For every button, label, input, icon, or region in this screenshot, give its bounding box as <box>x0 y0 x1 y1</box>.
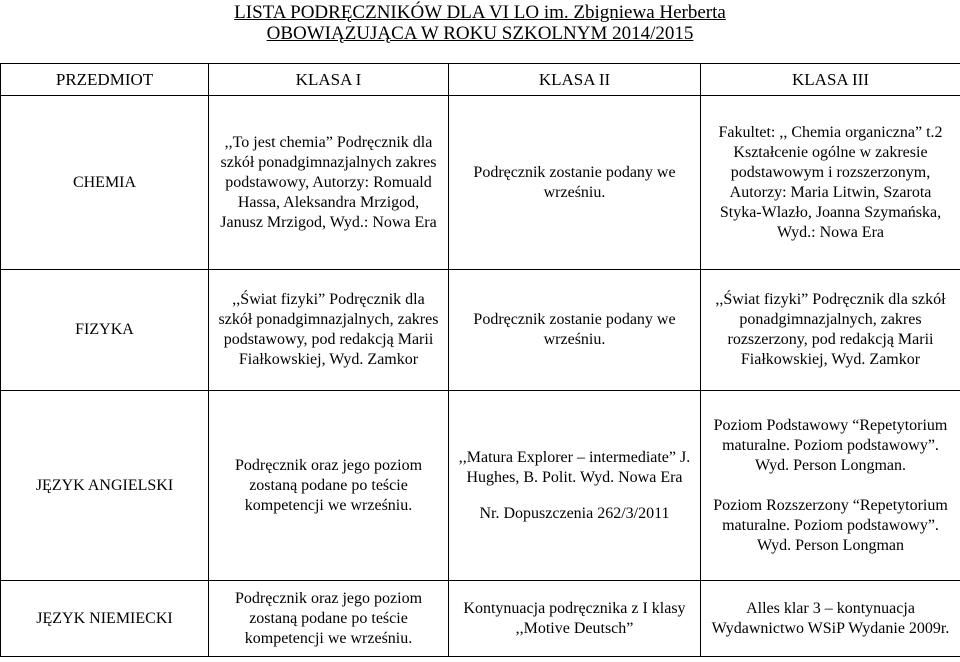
subject-cell: JĘZYK NIEMIECKI <box>1 581 209 657</box>
table-row <box>1 581 960 657</box>
klasa2-cell <box>449 391 701 581</box>
klasa2-book: ,,Matura Explorer – intermediate” J. Hughes, B. Polit. Wyd. Nowa Era <box>458 448 691 486</box>
list-subtitle <box>0 23 960 45</box>
klasa3-extended-level: Poziom Rozszerzony “Repetytorium maturalne. Poziom podstawowy”. Wyd. Person Longman <box>713 496 948 554</box>
klasa3-basic-level: Poziom Podstawowy “Repetytorium maturalne. Poziom podstawowy”. Wyd. Person Longman. <box>713 416 948 474</box>
klasa2-cell: Podręcznik zostanie podany we wrześniu. <box>449 96 701 270</box>
klasa3-cell: Alles klar 3 – kontynuacja Wydawnictwo WSiP Wydanie 2009r. <box>701 581 960 657</box>
subject-cell: JĘZYK ANGIELSKI <box>1 391 209 581</box>
col-header-klasa-1: KLASA I <box>209 64 449 96</box>
klasa1-cell: ,,Świat fizyki” Podręcznik dla szkół ponadgimnazjalnych, zakres podstawowy, pod redakcją Marii Fiałkowskiej, Wyd. Zamkor <box>209 270 449 391</box>
title-line-1: LISTA PODRĘCZNIKÓW DLA VI LO im. Zbigniewa Herberta <box>234 2 726 23</box>
header-row <box>1 64 960 96</box>
col-header-klasa-2: KLASA II <box>449 64 701 96</box>
klasa1-cell: Podręcznik oraz jego poziom zostaną podane po teście kompetencji we wrześniu. <box>209 581 449 657</box>
col-header-subject: PRZEDMIOT <box>1 64 209 96</box>
klasa3-cell: ,,Świat fizyki” Podręcznik dla szkół ponadgimnazjalnych, zakres rozszerzony, pod redakcją Marii Fiałkowskiej, Wyd. Zamkor <box>701 270 960 391</box>
table-row <box>1 270 960 391</box>
textbook-table <box>0 63 960 657</box>
klasa1-cell: Podręcznik oraz jego poziom zostaną podane po teście kompetencji we wrześniu. <box>209 391 449 581</box>
klasa2-cell: Kontynuacja podręcznika z I klasy ,,Motive Deutsch” <box>449 581 701 657</box>
list-title <box>0 2 960 24</box>
col-header-klasa-3: KLASA III <box>701 64 960 96</box>
subject-cell: CHEMIA <box>1 96 209 270</box>
klasa2-approval-number: Nr. Dopuszczenia 262/3/2011 <box>479 504 670 522</box>
klasa3-cell <box>701 391 960 581</box>
klasa3-cell: Fakultet: ,, Chemia organiczna” t.2 Kształcenie ogólne w zakresie podstawowym i rozszerzonym, Autorzy: Maria Litwin, Szarota Styka-Wlazło, Joanna Szymańska, Wyd.: Nowa Era <box>701 96 960 270</box>
table-row <box>1 391 960 581</box>
klasa2-cell: Podręcznik zostanie podany we wrześniu. <box>449 270 701 391</box>
title-line-2: OBOWIĄZUJĄCA W ROKU SZKOLNYM 2014/2015 <box>266 23 694 44</box>
subject-cell: FIZYKA <box>1 270 209 391</box>
klasa1-cell: ,,To jest chemia” Podręcznik dla szkół ponadgimnazjalnych zakres podstawowy, Autorzy: Romuald Hassa, Aleksandra Mrzigod, Janusz Mrzigod, Wyd.: Nowa Era <box>209 96 449 270</box>
table-row <box>1 96 960 270</box>
